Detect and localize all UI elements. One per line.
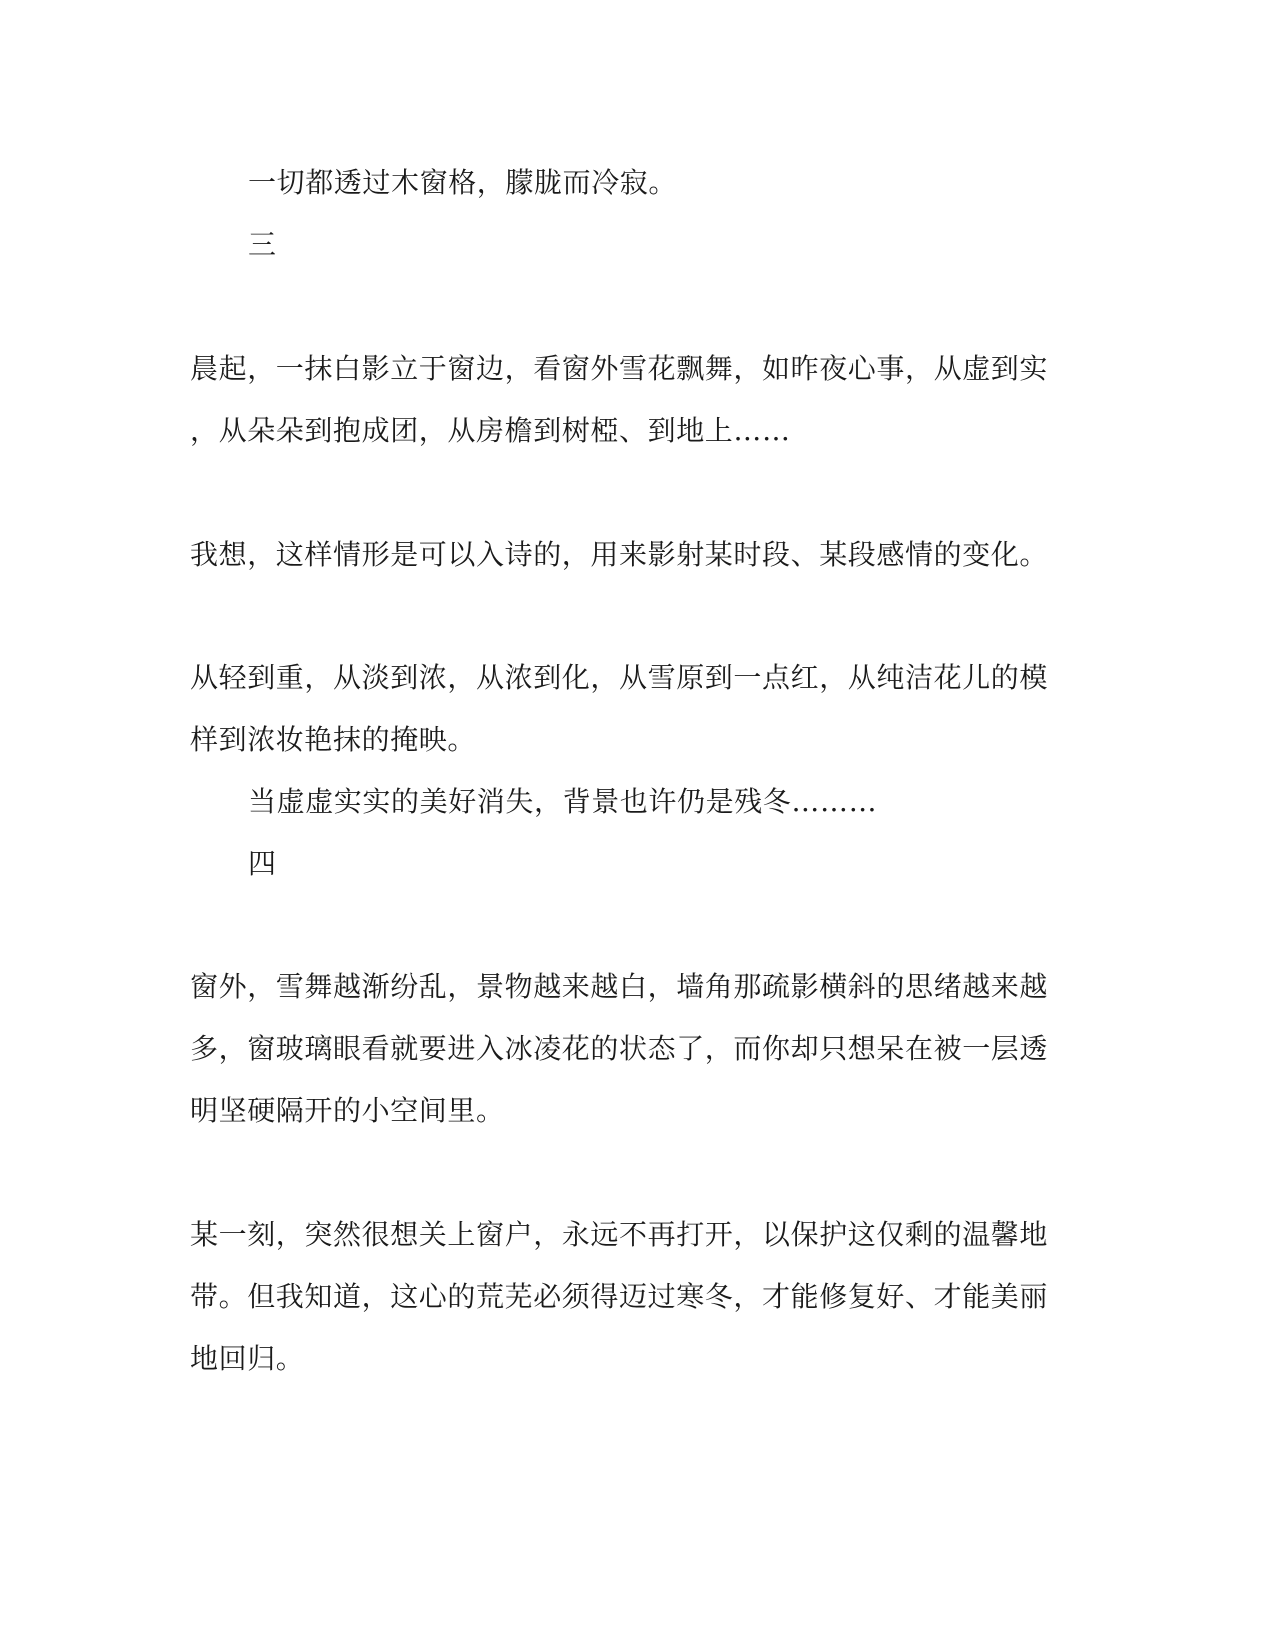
paragraph-line: 样到浓妆艳抹的掩映。 (190, 723, 477, 756)
paragraph-line: 多，窗玻璃眼看就要进入冰凌花的状态了，而你却只想呆在被一层透 (190, 1032, 1049, 1065)
section-number: 三 (248, 228, 277, 261)
paragraph-line: 一切都透过木窗格，朦胧而冷寂。 (248, 166, 678, 199)
paragraph-line: 地回归。 (190, 1342, 305, 1375)
paragraph-line: 某一刻，突然很想关上窗户，永远不再打开，以保护这仅剩的温馨地 (190, 1218, 1049, 1251)
paragraph-line: 窗外，雪舞越渐纷乱，景物越来越白，墙角那疏影横斜的思绪越来越 (190, 970, 1049, 1003)
paragraph-line: 明坚硬隔开的小空间里。 (190, 1094, 505, 1127)
paragraph-line: 从轻到重，从淡到浓，从浓到化，从雪原到一点红，从纯洁花儿的模 (190, 661, 1049, 694)
paragraph-line: 晨起，一抹白影立于窗边，看窗外雪花飘舞，如昨夜心事，从虚到实 (190, 352, 1049, 385)
paragraph-line: 我想，这样情形是可以入诗的，用来影射某时段、某段感情的变化。 (190, 538, 1049, 571)
section-number: 四 (248, 847, 277, 880)
paragraph-line: ，从朵朵到抱成团，从房檐到树椏、到地上…… (190, 414, 791, 447)
paragraph-line: 当虚虚实实的美好消失，背景也许仍是残冬……… (248, 785, 878, 818)
paragraph-line: 带。但我知道，这心的荒芜必须得迈过寒冬，才能修复好、才能美丽 (190, 1280, 1049, 1313)
